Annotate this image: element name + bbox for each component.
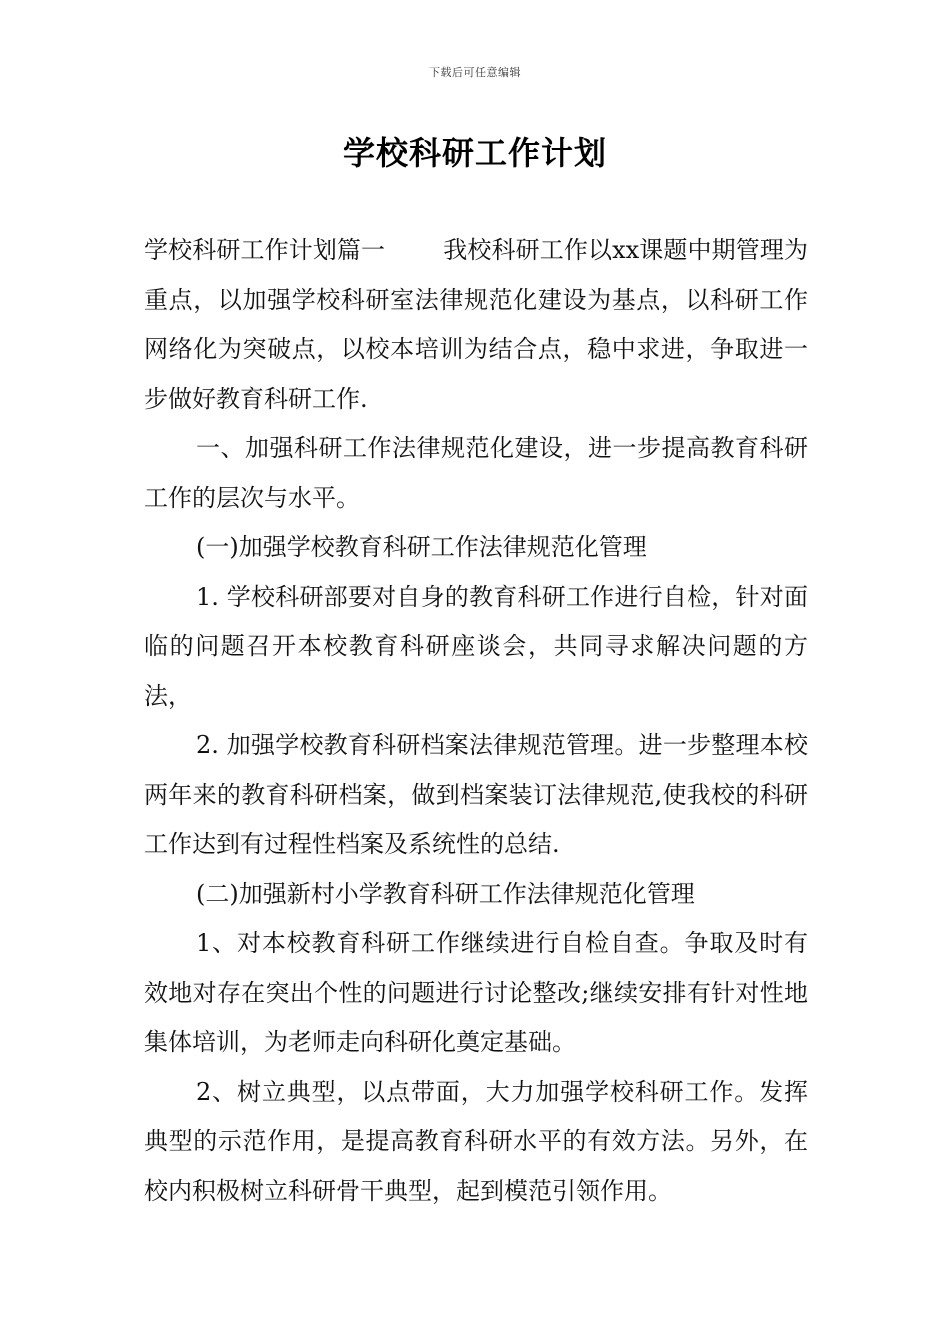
paragraph-item-2-1: 1、对本校教育科研工作继续进行自检自查。争取及时有效地对存在突出个性的问题进行讨论整改;继续安排有针对性地集体培训，为老师走向科研化奠定基础。 — [144, 929, 808, 1056]
paragraph-item-1-2: 2. 加强学校教育科研档案法律规范管理。进一步整理本校两年来的教育科研档案，做到档案装订法律规范,使我校的科研工作达到有过程性档案及系统性的总结. — [144, 731, 808, 858]
subsection-heading-2: (二)加强新村小学教育科研工作法律规范化管理 — [196, 879, 695, 908]
header-note: 下载后可任意编辑 — [429, 66, 521, 79]
document-title: 学校科研工作计划 — [342, 134, 607, 172]
paragraph-item-2-2: 2、树立典型，以点带面，大力加强学校科研工作。发挥典型的示范作用，是提高教育科研水平的有效方法。另外，在校内积极树立科研骨干典型，起到模范引领作用。 — [144, 1077, 808, 1205]
subsection-heading-1: (一)加强学校教育科研工作法律规范化管理 — [196, 533, 647, 561]
document-body — [144, 226, 808, 1216]
paragraph-item-1-1: 1. 学校科研部要对自身的教育科研工作进行自检，针对面临的问题召开本校教育科研座谈会，共同寻求解决问题的方法， — [144, 582, 808, 710]
intro-lead: 学校科研工作计划篇一 — [144, 236, 386, 264]
intro-text: 我校科研工作以xx课题中期管理为重点，以加强学校科研室法律规范化建设为基点，以科研工作网络化为突破点，以校本培训为结合点，稳中求进，争取进一步做好教育科研工作. — [144, 236, 808, 413]
intro-paragraph — [144, 226, 808, 424]
section-heading-1: 一、加强科研工作法律规范化建设，进一步提高教育科研工作的层次与水平。 — [144, 434, 808, 512]
